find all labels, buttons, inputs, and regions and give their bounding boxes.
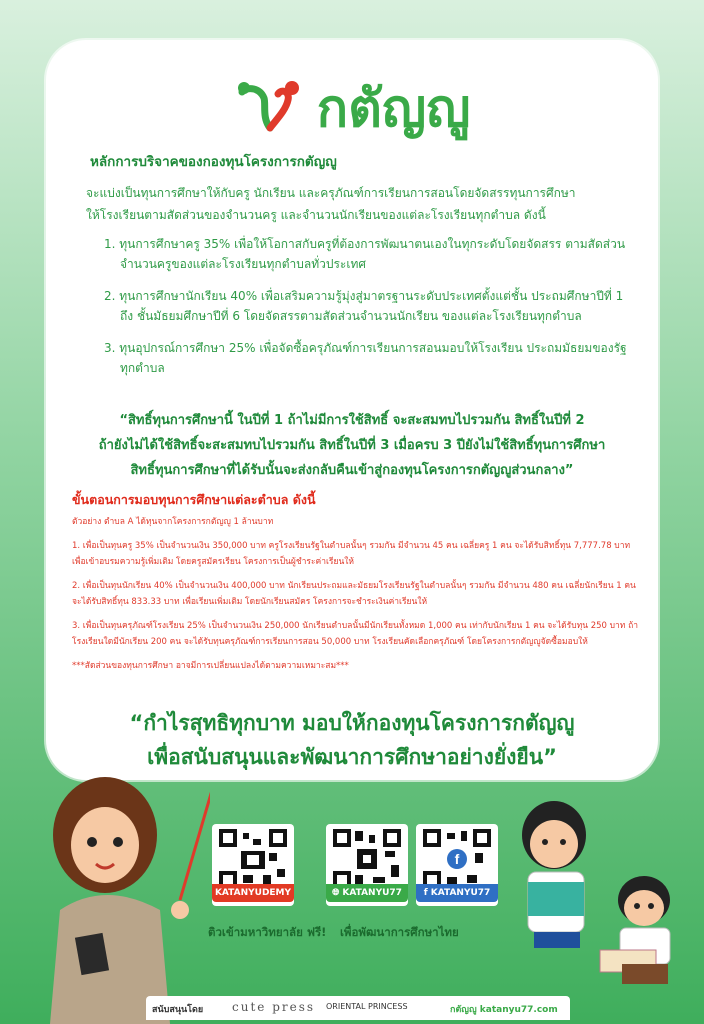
qr-label-facebook [416, 884, 498, 902]
intro-line: ให้โรงเรียนตามสัดส่วนของจำนวนครู และจำนวนนักเรียนของแต่ละโรงเรียนทุกตำบล ดังนี้ [86, 208, 546, 222]
principle-item: 1. ทุนการศึกษาครู 35% เพื่อให้โอกาสกับครูที่ต้องการพัฒนาตนเองในทุกระดับโดยจัดสรร ตามสัดส่วนจำนวนครูของแต่ละโรงเรียนทุกตำบลทั่วประเทศ [104, 237, 626, 271]
principles-list [104, 234, 634, 390]
principle-item: 3. ทุนอุปกรณ์การศึกษา 25% เพื่อจัดซื้อครุภัณฑ์การเรียนการสอนมอบให้โรงเรียน ประถมมัธยมของรัฐทุกตำบล [104, 341, 627, 375]
qr-label-text: KATANYU77 [430, 888, 491, 898]
qr-label-website [326, 884, 408, 902]
step-item: 2. เพื่อเป็นทุนนักเรียน 40% เป็นจำนวนเงิน 400,000 บาท นักเรียนประถมและมัธยมโรงเรียนรัฐในตำบลนั้นๆ รวมกัน มีจำนวน 480 คน เฉลี่ยนักเรียน 1 คนจะได้รับสิทธิ์ทุน 833.33 บาท เพื่อเรียนเพิ่มเติม โดยนักเรียนสมัคร โครงการจะชำระเงินค่าเรียนให้ [72, 581, 636, 607]
qr-label-text: KATANYU77 [342, 888, 402, 898]
svg-text:f: f [454, 851, 460, 867]
caption-tutoring: ติวเข้ามหาวิทยาลัย ฟรี! [208, 925, 327, 939]
intro-line: จะแบ่งเป็นทุนการศึกษาให้กับครู นักเรียน และครุภัณฑ์การเรียนการสอนโดยจัดสรรทุนการศึกษา [86, 186, 576, 200]
oriental-princess-logo: ORIENTAL PRINCESS [326, 1002, 408, 1011]
logo-text: กตัญญู [316, 80, 471, 138]
quote-line: ถ้ายังไม่ได้ใช้สิทธิ์จะสะสมทบไปรวมกัน สิทธิ์ในปีที่ 3 เมื่อครบ 3 ปียังไม่ใช้สิทธิ์ทุนการศึกษา [98, 438, 606, 453]
qr-code-icon [423, 829, 491, 889]
steps-example: ตัวอย่าง ตำบล A ได้ทุนจากโครงการกตัญญู 1 ล้านบาท [72, 517, 274, 527]
teacher-illustration [30, 760, 210, 1024]
quote-line: “กำไรสุทธิทุกบาท มอบให้กองทุนโครงการกตัญญู [129, 711, 575, 735]
logo [0, 66, 704, 136]
quote-line: สิทธิ์ทุนการศึกษาที่ได้รับนั้นจะส่งกลับคืนเข้าสู่กองทุนโครงการกตัญญูส่วนกลาง” [130, 463, 574, 478]
sponsor-label: สนับสนุนโดย [152, 1005, 204, 1015]
quote-line: เพื่อสนับสนุนและพัฒนาการศึกษาอย่างยั่งยืน” [147, 745, 557, 769]
heart-logo-icon [234, 78, 304, 138]
qr-label-katanyudemy: KATANYUDEMY [212, 884, 294, 902]
quote-line: “สิทธิ์ทุนการศึกษานี้ ในปีที่ 1 ถ้าไม่มีการใช้สิทธิ์ จะสะสมทบไปรวมกัน สิทธิ์ในปีที่ 2 [119, 413, 585, 428]
globe-icon: 🌐︎ [332, 888, 340, 898]
sponsor-footer [146, 996, 570, 1020]
page-title: หลักการบริจาคของกองทุนโครงการกตัญญู [90, 154, 337, 170]
qr-code-icon [333, 829, 401, 889]
step-item: 3. เพื่อเป็นทุนครุภัณฑ์โรงเรียน 25% เป็นจำนวนเงิน 250,000 นักเรียนตำบลนั้นมีนักเรียนทั้งหมด 1,000 คน เท่ากับนักเรียน 1 คน จะได้รับทุน 250 บาท ถ้าโรงเรียนใดมีนักเรียน 200 คน จะได้รับทุนครุภัณฑ์การเรียนการสอน 50,000 บาท โรงเรียนคัดเลือกครุภัณฑ์ โดยโครงการกตัญญูจัดซื้อมอบให้ [72, 621, 639, 647]
cute-press-logo: cute press [232, 1000, 316, 1014]
intro-text [86, 182, 646, 226]
caption-education: เพื่อพัฒนาการศึกษาไทย [340, 925, 459, 939]
steps-heading: ขั้นตอนการมอบทุนการศึกษาแต่ละตำบล ดังนี้ [72, 492, 316, 507]
qr-code-icon [219, 829, 287, 889]
steps-section [72, 514, 642, 682]
principle-item: 2. ทุนการศึกษานักเรียน 40% เพื่อเสริมความรู้มุ่งสู่มาตรฐานระดับประเทศตั้งแต่ชั้น ประถมศึกษาปีที่ 1 ถึง ชั้นมัธยมศึกษาปีที่ 6 โดยจัดสรรตามสัดส่วนจำนวนนักเรียน ของแต่ละโรงเรียนทุกตำบล [104, 289, 624, 323]
step-item: 1. เพื่อเป็นทุนครู 35% เป็นจำนวนเงิน 350,000 บาท ครูโรงเรียนรัฐในตำบลนั้นๆ รวมกัน มีจำนวน 45 คน เฉลี่ยครู 1 คน จะได้รับสิทธิ์ทุน 7,777.78 บาท เพื่อเข้าอบรมความรู้เพิ่มเติม โดยครูสมัครเรียน โครงการเป็นผู้ชำระค่าเรียนให้ [72, 541, 631, 567]
rights-quote [56, 408, 648, 483]
katanyu-website[interactable]: กตัญญู katanyu77.com [450, 1005, 558, 1015]
steps-note: ***สัดส่วนของทุนการศึกษา อาจมีการเปลี่ยนแปลงได้ตามความเหมาะสม*** [72, 661, 349, 671]
facebook-icon: f [423, 888, 428, 898]
students-illustration [504, 790, 700, 1000]
